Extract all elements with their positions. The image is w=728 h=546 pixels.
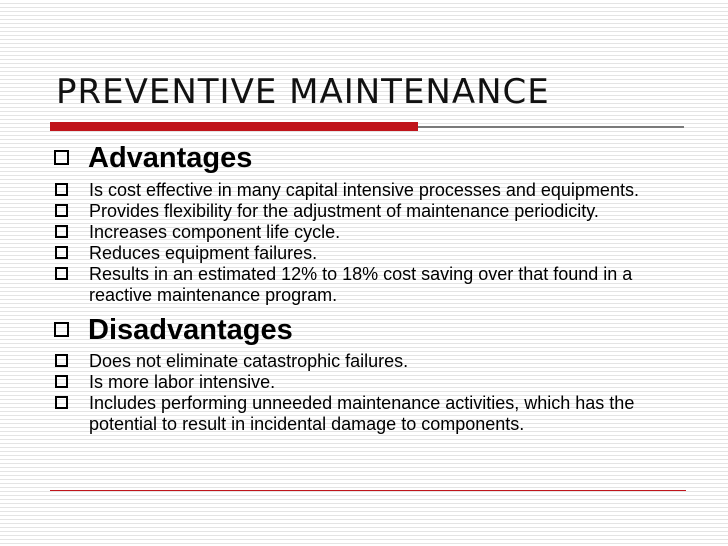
slide-title: PREVENTIVE MAINTENANCE — [56, 72, 550, 112]
hollow-square-bullet-icon — [54, 150, 69, 165]
list-item — [52, 264, 692, 306]
list-item-text: Is more labor intensive. — [89, 372, 276, 392]
hollow-square-bullet-icon — [54, 322, 69, 337]
advantages-heading-label: Advantages — [88, 142, 253, 174]
hollow-square-bullet-icon — [55, 246, 68, 259]
hollow-square-bullet-icon — [55, 183, 68, 196]
list-item — [52, 243, 692, 264]
advantages-heading — [52, 140, 692, 176]
list-item — [52, 393, 692, 435]
list-item-text: Is cost effective in many capital intensive processes and equipments. — [89, 180, 639, 200]
list-item-text: Increases component life cycle. — [89, 222, 341, 242]
hollow-square-bullet-icon — [55, 267, 68, 280]
hollow-square-bullet-icon — [55, 225, 68, 238]
list-item — [52, 372, 692, 393]
title-underline-gray-rule — [418, 126, 684, 128]
disadvantages-heading — [52, 312, 692, 348]
advantages-list — [52, 180, 692, 306]
list-item-text: Provides flexibility for the adjustment of maintenance periodicity. — [89, 201, 599, 221]
slide-content — [52, 140, 692, 435]
list-item — [52, 351, 692, 372]
hollow-square-bullet-icon — [55, 204, 68, 217]
hollow-square-bullet-icon — [55, 354, 68, 367]
list-item-text: Does not eliminate catastrophic failures. — [89, 351, 409, 371]
disadvantages-heading-label: Disadvantages — [88, 314, 293, 346]
disadvantages-list — [52, 351, 692, 435]
list-item — [52, 222, 692, 243]
list-item — [52, 201, 692, 222]
title-underline-red-bar — [50, 122, 418, 131]
hollow-square-bullet-icon — [55, 396, 68, 409]
list-item-text: Includes performing unneeded maintenance activities, which has the potential to result in incidental damage to components. — [89, 393, 635, 434]
list-item — [52, 180, 692, 201]
list-item-text: Results in an estimated 12% to 18% cost saving over that found in a reactive maintenance program. — [89, 264, 633, 305]
footer-red-rule — [50, 490, 686, 491]
hollow-square-bullet-icon — [55, 375, 68, 388]
list-item-text: Reduces equipment failures. — [89, 243, 318, 263]
